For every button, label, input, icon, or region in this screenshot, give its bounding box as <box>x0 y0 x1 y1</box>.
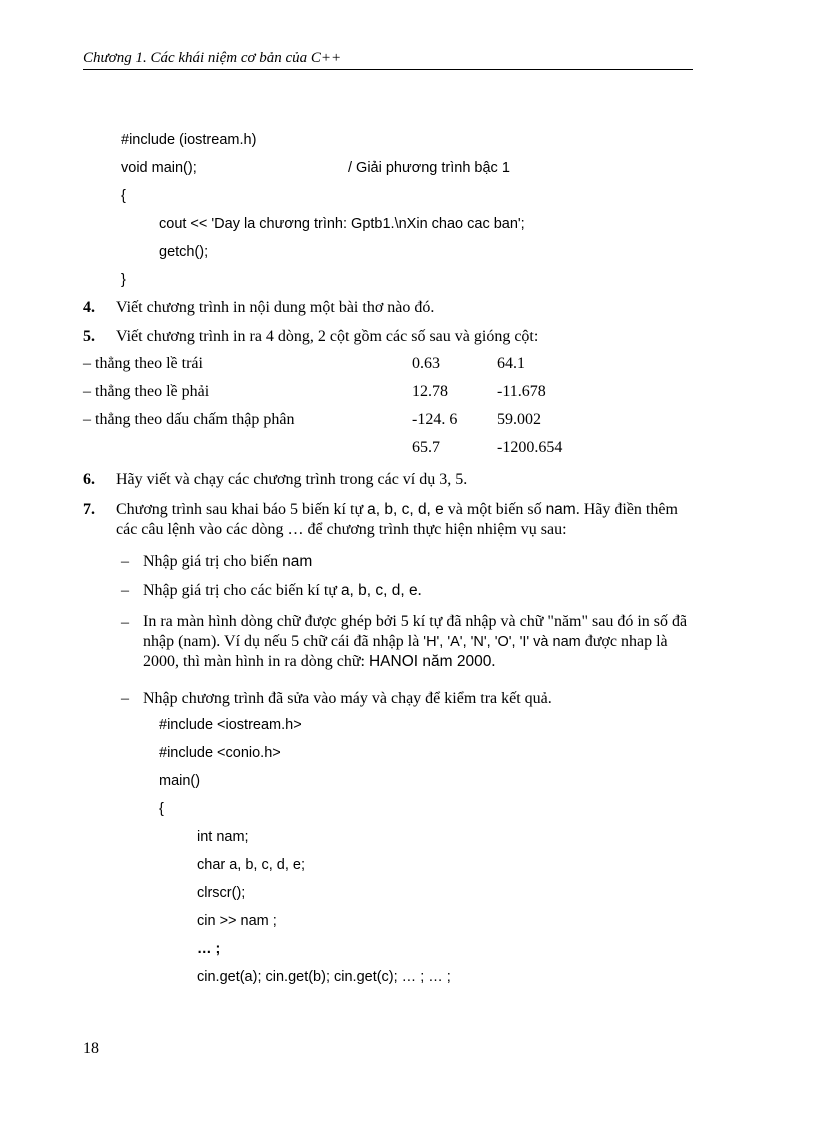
bullet-dash: – <box>121 690 129 707</box>
ex5-col2-value: 59.002 <box>497 411 541 428</box>
code1-close-brace: } <box>121 272 126 288</box>
code2-line: cin >> nam ; <box>197 913 277 929</box>
code2-line: #include <iostream.h> <box>159 717 302 733</box>
ex7-bullet-4: Nhập chương trình đã sửa vào máy và chạy để kiểm tra kết quả. <box>143 690 552 707</box>
ex5-col2-value: 64.1 <box>497 355 525 372</box>
ex4-text: Viết chương trình in nội dung một bài thơ nào đó. <box>116 299 435 316</box>
code1-comment: / Giải phương trình bậc 1 <box>348 160 510 176</box>
code2-line: char a, b, c, d, e; <box>197 857 305 873</box>
code1-line-cout: cout << 'Day la chương trình: Gptb1.\nXin chao cac ban'; <box>159 216 525 232</box>
bullet-dash: – <box>121 614 129 631</box>
ex7-vars: a, b, c, d, e <box>367 501 444 518</box>
ex6-text: Hãy viết và chạy các chương trình trong các ví dụ 3, 5. <box>116 471 468 488</box>
ex5-col2-value: -1200.654 <box>497 439 563 456</box>
ex5-option: – thẳng theo lề phải <box>83 383 210 400</box>
ex5-col1-value: 0.63 <box>412 355 440 372</box>
code2-line: int nam; <box>197 829 249 845</box>
page-header: Chương 1. Các khái niệm cơ bản của C++ <box>83 50 342 66</box>
code2-line: cin.get(a); cin.get(b); cin.get(c); … ; … ; <box>197 969 451 985</box>
code2-line: main() <box>159 773 201 789</box>
bullet-dash: – <box>121 553 129 570</box>
ex7-var-nam: nam <box>545 501 576 518</box>
code2-line: … ; <box>197 941 221 957</box>
ex5-option: – thẳng theo lề trái <box>83 355 203 372</box>
code1-open-brace: { <box>121 188 126 204</box>
code2-line: clrscr(); <box>197 885 246 901</box>
bullet-dash: – <box>121 582 129 599</box>
ex7-paragraph: Chương trình sau khai báo 5 biến kí tự a, b, c, d, e và một biến số nam. Hãy điền thêm các câu lệnh vào các dòng … để chương trình thực hiện nhiệm vụ sau: <box>116 501 678 538</box>
page-number: 18 <box>83 1040 99 1057</box>
ex5-col1-value: 12.78 <box>412 383 448 400</box>
code2-line: { <box>159 801 164 817</box>
code1-line-main: void main(); <box>121 160 197 176</box>
ex7-bullet-1: Nhập giá trị cho biến nam <box>143 553 313 570</box>
code1-line-getch: getch(); <box>159 244 209 260</box>
code1-line-include: #include (iostream.h) <box>121 132 257 148</box>
ex6-number: 6. <box>83 471 95 488</box>
code2-line: #include <conio.h> <box>159 745 281 761</box>
ex7-number: 7. <box>83 501 95 518</box>
header-rule <box>83 69 693 70</box>
ex5-col1-value: 65.7 <box>412 439 440 456</box>
ex5-col1-value: -124. 6 <box>412 411 458 428</box>
ex5-option: – thẳng theo dấu chấm thập phân <box>83 411 295 428</box>
ex7-bullet-3: In ra màn hình dòng chữ được ghép bởi 5 kí tự đã nhập và chữ "năm" sau đó in số đã nhập (nam). Ví dụ nếu 5 chữ cái đã nhập là 'H', 'A', 'N', 'O', 'I' và nam được nhap là 2000, thì màn hình in ra dòng chữ: HANOI năm 2000. <box>143 613 688 670</box>
ex5-text: Viết chương trình in ra 4 dòng, 2 cột gồm các số sau và gióng cột: <box>116 328 539 345</box>
ex5-col2-value: -11.678 <box>497 383 546 400</box>
ex5-number: 5. <box>83 328 95 345</box>
ex4-number: 4. <box>83 299 95 316</box>
ex7-bullet-2: Nhập giá trị cho các biến kí tự a, b, c, d, e. <box>143 582 422 599</box>
